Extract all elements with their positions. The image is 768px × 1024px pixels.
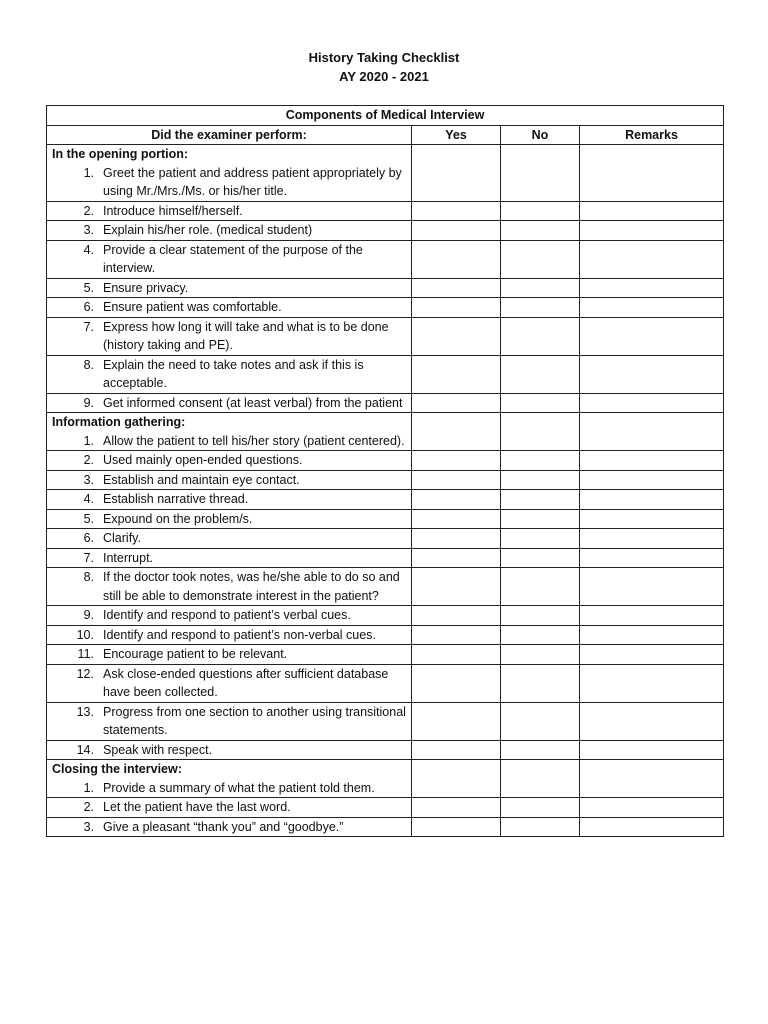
item-cell — [47, 490, 412, 510]
checklist-row — [47, 221, 724, 241]
checklist-row — [47, 451, 724, 471]
remarks-cell[interactable] — [580, 317, 724, 355]
item-number: 7. — [83, 550, 94, 565]
yes-cell[interactable] — [412, 568, 501, 606]
checklist-item — [52, 818, 406, 837]
no-cell[interactable] — [501, 606, 580, 626]
item-cell — [47, 393, 412, 413]
no-cell[interactable] — [501, 529, 580, 549]
remarks-cell[interactable] — [580, 413, 724, 451]
checklist-item — [52, 741, 406, 760]
item-text: Explain the need to take notes and ask if this is acceptable. — [103, 357, 364, 390]
yes-cell[interactable] — [412, 548, 501, 568]
no-cell[interactable] — [501, 413, 580, 451]
item-cell — [47, 470, 412, 490]
document-title: History Taking Checklist — [308, 50, 460, 65]
item-text: Ask close-ended questions after sufficient database have been collected. — [103, 666, 389, 699]
item-text: Clarify. — [103, 531, 141, 545]
item-cell — [47, 145, 412, 202]
no-cell[interactable] — [501, 298, 580, 318]
checklist-item — [52, 241, 406, 278]
yes-cell[interactable] — [412, 817, 501, 837]
checklist-row — [47, 798, 724, 818]
item-text: Used mainly open-ended questions. — [103, 453, 303, 467]
item-number: 6. — [83, 300, 94, 314]
item-text: If the doctor took notes, was he/she able to do so and still be able to demonstrate interest in the patient? — [103, 570, 400, 603]
yes-cell[interactable] — [412, 760, 501, 798]
item-number: 4. — [83, 492, 94, 506]
item-number: 13. — [76, 704, 94, 719]
checklist-row — [47, 490, 724, 510]
item-cell — [47, 548, 412, 568]
item-text: Identify and respond to patient’s verbal cues. — [103, 608, 351, 622]
item-number: 2. — [83, 453, 94, 467]
column-header-row — [47, 125, 724, 145]
yes-cell[interactable] — [412, 413, 501, 451]
checklist-row — [47, 645, 724, 665]
yes-cell[interactable] — [412, 317, 501, 355]
checklist-body — [47, 106, 724, 837]
checklist-row — [47, 625, 724, 645]
academic-year: AY 2020 - 2021 — [339, 69, 429, 84]
yes-cell[interactable] — [412, 625, 501, 645]
checklist-row — [47, 568, 724, 606]
remarks-cell[interactable] — [580, 664, 724, 702]
item-text: Establish narrative thread. — [103, 492, 249, 506]
item-number: 3. — [83, 223, 94, 237]
item-cell — [47, 702, 412, 740]
remarks-cell[interactable] — [580, 201, 724, 221]
item-text: Speak with respect. — [103, 742, 213, 757]
no-cell[interactable] — [501, 625, 580, 645]
remarks-cell[interactable] — [580, 298, 724, 318]
checklist-row — [47, 606, 724, 626]
checklist-row — [47, 393, 724, 413]
checklist-item — [52, 394, 406, 413]
checklist-row — [47, 664, 724, 702]
item-number: 8. — [83, 570, 94, 584]
no-cell[interactable] — [501, 221, 580, 241]
item-number: 4. — [83, 242, 94, 257]
column-header-perform: Did the examiner perform: — [47, 125, 412, 145]
checklist-row — [47, 145, 724, 202]
item-number: 3. — [83, 472, 94, 487]
remarks-cell[interactable] — [580, 145, 724, 202]
checklist-item — [52, 202, 406, 221]
no-cell[interactable] — [501, 490, 580, 510]
yes-cell[interactable] — [412, 201, 501, 221]
checklist-table — [46, 105, 724, 837]
no-cell[interactable] — [501, 355, 580, 393]
checklist-item — [52, 665, 406, 702]
no-cell[interactable] — [501, 145, 580, 202]
checklist-item — [52, 221, 406, 240]
section-title: Information gathering: — [52, 415, 186, 429]
remarks-cell[interactable] — [580, 548, 724, 568]
checklist-item — [52, 432, 406, 451]
remarks-cell[interactable] — [580, 470, 724, 490]
yes-cell[interactable] — [412, 355, 501, 393]
item-cell — [47, 645, 412, 665]
column-header-no: No — [501, 125, 580, 145]
checklist-item — [52, 779, 406, 798]
no-cell[interactable] — [501, 798, 580, 818]
item-number: 6. — [83, 531, 94, 545]
no-cell[interactable] — [501, 240, 580, 278]
item-cell — [47, 278, 412, 298]
no-cell[interactable] — [501, 201, 580, 221]
item-number: 2. — [83, 800, 94, 814]
no-cell[interactable] — [501, 817, 580, 837]
item-cell — [47, 509, 412, 529]
checklist-row — [47, 413, 724, 451]
checklist-row — [47, 470, 724, 490]
yes-cell[interactable] — [412, 645, 501, 665]
item-number: 10. — [76, 627, 94, 642]
item-text: Progress from one section to another using transitional statements. — [103, 704, 406, 737]
item-number: 9. — [83, 608, 94, 622]
checklist-item — [52, 606, 406, 625]
yes-cell[interactable] — [412, 529, 501, 549]
checklist-item — [52, 451, 406, 470]
checklist-item — [52, 626, 406, 645]
column-header-yes: Yes — [412, 125, 501, 145]
caption-row — [47, 106, 724, 126]
yes-cell[interactable] — [412, 490, 501, 510]
no-cell[interactable] — [501, 568, 580, 606]
no-cell[interactable] — [501, 470, 580, 490]
checklist-row — [47, 817, 724, 837]
table-caption: Components of Medical Interview — [47, 106, 724, 126]
item-cell — [47, 355, 412, 393]
item-cell — [47, 298, 412, 318]
item-cell — [47, 606, 412, 626]
checklist-item — [52, 471, 406, 490]
checklist-row — [47, 317, 724, 355]
item-number: 12. — [76, 666, 94, 681]
checklist-row — [47, 702, 724, 740]
item-number: 8. — [83, 357, 94, 372]
yes-cell[interactable] — [412, 798, 501, 818]
document-header — [0, 48, 768, 86]
yes-cell[interactable] — [412, 509, 501, 529]
remarks-cell[interactable] — [580, 760, 724, 798]
checklist-item — [52, 529, 406, 548]
item-text: Explain his/her role. (medical student) — [103, 223, 313, 237]
item-text: Let the patient have the last word. — [103, 800, 291, 814]
yes-cell[interactable] — [412, 145, 501, 202]
checklist-item — [52, 164, 406, 201]
yes-cell[interactable] — [412, 393, 501, 413]
no-cell[interactable] — [501, 393, 580, 413]
item-cell — [47, 529, 412, 549]
item-text: Greet the patient and address patient appropriately by using Mr./Mrs./Ms. or his/her title. — [103, 165, 402, 198]
item-cell — [47, 817, 412, 837]
checklist-row — [47, 278, 724, 298]
item-cell — [47, 451, 412, 471]
remarks-cell[interactable] — [580, 393, 724, 413]
no-cell[interactable] — [501, 645, 580, 665]
remarks-cell[interactable] — [580, 529, 724, 549]
checklist-row — [47, 201, 724, 221]
section-title: In the opening portion: — [52, 147, 189, 161]
item-text: Introduce himself/herself. — [103, 203, 243, 218]
remarks-cell[interactable] — [580, 702, 724, 740]
checklist-item — [52, 798, 406, 817]
item-number: 1. — [83, 433, 94, 448]
item-cell — [47, 240, 412, 278]
remarks-cell[interactable] — [580, 625, 724, 645]
no-cell[interactable] — [501, 760, 580, 798]
remarks-cell[interactable] — [580, 798, 724, 818]
item-cell — [47, 317, 412, 355]
checklist-row — [47, 240, 724, 278]
remarks-cell[interactable] — [580, 568, 724, 606]
remarks-cell[interactable] — [580, 355, 724, 393]
item-cell — [47, 221, 412, 241]
checklist-row — [47, 509, 724, 529]
remarks-cell[interactable] — [580, 451, 724, 471]
item-number: 3. — [83, 819, 94, 834]
checklist-item — [52, 318, 406, 355]
checklist-item — [52, 279, 406, 298]
item-text: Ensure patient was comfortable. — [103, 300, 282, 314]
yes-cell[interactable] — [412, 451, 501, 471]
checklist-row — [47, 548, 724, 568]
yes-cell[interactable] — [412, 702, 501, 740]
checklist-row — [47, 760, 724, 798]
remarks-cell[interactable] — [580, 817, 724, 837]
no-cell[interactable] — [501, 664, 580, 702]
checklist-item — [52, 356, 406, 393]
remarks-cell[interactable] — [580, 240, 724, 278]
section-title: Closing the interview: — [52, 762, 182, 776]
checklist-item — [52, 298, 406, 317]
checklist-row — [47, 529, 724, 549]
item-cell — [47, 201, 412, 221]
no-cell[interactable] — [501, 702, 580, 740]
item-number: 7. — [83, 319, 94, 334]
item-cell — [47, 625, 412, 645]
item-text: Expound on the problem/s. — [103, 511, 253, 526]
item-text: Establish and maintain eye contact. — [103, 472, 300, 487]
checklist-row — [47, 298, 724, 318]
no-cell[interactable] — [501, 451, 580, 471]
remarks-cell[interactable] — [580, 221, 724, 241]
checklist-row — [47, 740, 724, 760]
no-cell[interactable] — [501, 740, 580, 760]
item-text: Get informed consent (at least verbal) from the patient — [103, 395, 403, 410]
yes-cell[interactable] — [412, 221, 501, 241]
item-text: Ensure privacy. — [103, 280, 189, 295]
item-text: Give a pleasant “thank you” and “goodbye.” — [103, 819, 344, 834]
item-number: 5. — [83, 511, 94, 526]
item-text: Interrupt. — [103, 550, 154, 565]
checklist-item — [52, 549, 406, 568]
item-number: 14. — [76, 742, 94, 757]
item-text: Encourage patient to be relevant. — [103, 647, 288, 661]
item-cell — [47, 413, 412, 451]
item-text: Express how long it will take and what is to be done (history taking and PE). — [103, 319, 389, 352]
checklist-item — [52, 703, 406, 740]
item-text: Provide a clear statement of the purpose of the interview. — [103, 242, 363, 275]
yes-cell[interactable] — [412, 470, 501, 490]
item-text: Allow the patient to tell his/her story (patient centered). — [103, 433, 405, 448]
checklist-item — [52, 568, 406, 605]
yes-cell[interactable] — [412, 740, 501, 760]
item-number: 11. — [77, 647, 94, 661]
remarks-cell[interactable] — [580, 509, 724, 529]
yes-cell[interactable] — [412, 606, 501, 626]
yes-cell[interactable] — [412, 664, 501, 702]
item-cell — [47, 664, 412, 702]
item-cell — [47, 568, 412, 606]
yes-cell[interactable] — [412, 278, 501, 298]
remarks-cell[interactable] — [580, 645, 724, 665]
item-cell — [47, 798, 412, 818]
remarks-cell[interactable] — [580, 606, 724, 626]
no-cell[interactable] — [501, 509, 580, 529]
no-cell[interactable] — [501, 317, 580, 355]
item-number: 9. — [83, 395, 94, 410]
yes-cell[interactable] — [412, 298, 501, 318]
item-cell — [47, 740, 412, 760]
item-number: 2. — [83, 203, 94, 218]
remarks-cell[interactable] — [580, 278, 724, 298]
checklist-item — [52, 490, 406, 509]
remarks-cell[interactable] — [580, 740, 724, 760]
remarks-cell[interactable] — [580, 490, 724, 510]
checklist-item — [52, 510, 406, 529]
item-number: 1. — [83, 780, 94, 795]
yes-cell[interactable] — [412, 240, 501, 278]
item-number: 5. — [83, 280, 94, 295]
no-cell[interactable] — [501, 278, 580, 298]
item-text: Provide a summary of what the patient told them. — [103, 780, 375, 795]
item-text: Identify and respond to patient’s non-verbal cues. — [103, 627, 376, 642]
item-cell — [47, 760, 412, 798]
item-number: 1. — [83, 165, 94, 180]
column-header-remarks: Remarks — [580, 125, 724, 145]
checklist-item — [52, 645, 406, 664]
checklist-row — [47, 355, 724, 393]
no-cell[interactable] — [501, 548, 580, 568]
